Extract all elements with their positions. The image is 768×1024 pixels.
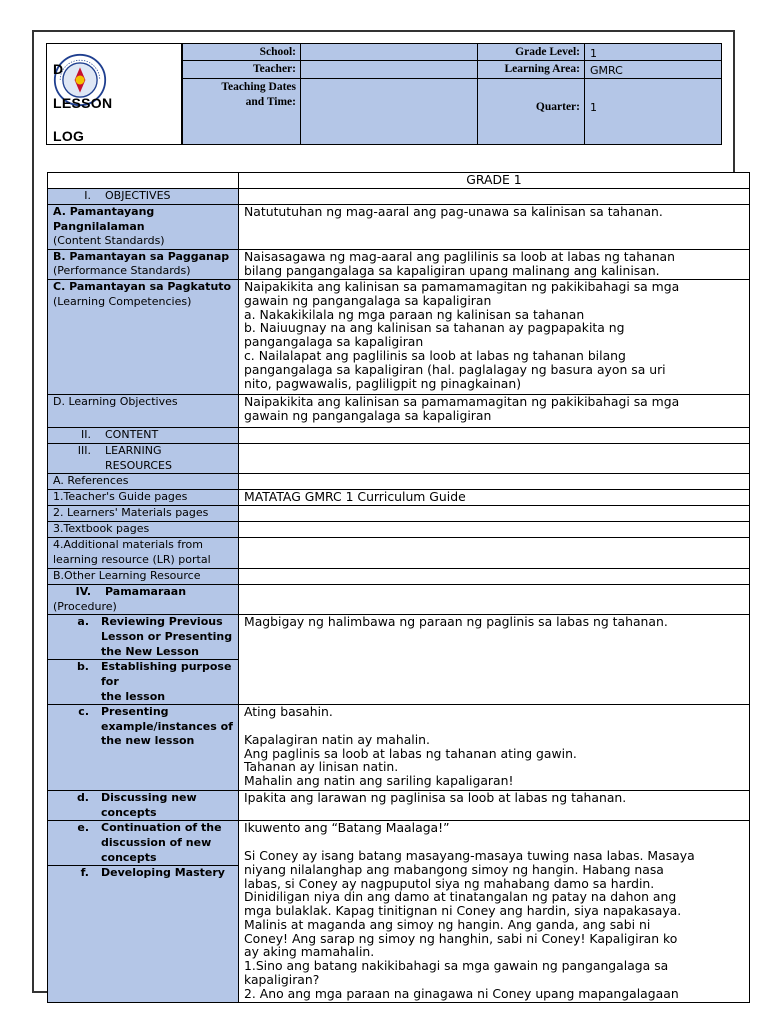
other-resources-value [239,569,750,585]
performance-standards-sub: (Performance Standards) [53,264,191,278]
grade-heading-left-cell [48,173,239,189]
quarter-field[interactable]: 1 [584,78,722,145]
developing-line: 1.Sino ang batang nakikibahagi sa mga gawain ng pangangalaga sa [244,958,669,974]
learning-competencies-line: Naipakikita ang kalinisan sa pamamamagitan ng pakikibahagi sa mga [244,278,680,294]
discussing-row [48,791,750,821]
learning-competencies-line: a. Nakakikilala ng mga paraan ng kalinisan sa tahanan [244,306,585,322]
content-num: II. [81,427,91,441]
teaching-dates-label [182,78,301,145]
learning-competencies-label-cell [48,279,239,394]
references-label: A. References [48,474,239,490]
objectives-value [239,189,750,205]
reviewing-label-line: the New Lesson [101,644,199,658]
learning-competencies-line: b. Naiuugnay na ang kalinisan sa tahanan ay pagpapakita ng [244,320,625,336]
developing-line: kapaligiran? [244,972,320,988]
performance-standards-label: B. Pamantayan sa Pagganap [53,249,230,263]
additional-materials-label-cell [48,538,239,569]
establishing-label-cell [48,660,239,705]
content-standards-row [48,205,750,250]
learning-competencies-line: nito, pagwawalis, pagliligpit ng pinagkainan) [244,375,522,391]
teaching-dates-label-line2: and Time: [245,96,296,108]
procedure-heading [48,585,239,615]
developing-value [239,821,750,1003]
learning-area-label: Learning Area: [477,60,585,79]
developing-label-line: Developing Mastery [101,866,225,880]
learners-materials-row [48,506,750,522]
continuation-label-cell [48,821,239,866]
continuation-row [48,821,750,866]
other-resources-row [48,569,750,585]
additional-materials-row [48,538,750,569]
developing-blank-line [244,835,744,849]
references-value [239,474,750,490]
procedure-sub: (Procedure) [53,599,117,613]
content-standards-text: Natututuhan ng mag-aaral ang pag-unawa sa kalinisan sa tahanan. [244,204,663,219]
continuation-label-line: Continuation of the [101,821,222,835]
learning-competencies-row [48,279,750,394]
content-standards-sub: (Content Standards) [53,234,165,248]
presenting-label-line: the new lesson [101,734,195,748]
presenting-label-line: Presenting [101,705,169,719]
dll-title-line3: LOG [53,128,85,144]
presenting-num: c. [78,705,89,719]
reviewing-row [48,615,750,660]
continuation-label-line: concepts [101,850,157,864]
presenting-line: Tahanan ay linisan natin. [244,759,399,775]
developing-line: mga bulaklak. Kapag tinitignan ni Coney ang hardin, siya napakasaya. [244,903,682,919]
procedure-value [239,585,750,615]
presenting-blank-line [244,719,744,733]
content-heading [48,427,239,443]
grade-heading: GRADE 1 [239,173,750,189]
developing-line: niyang nilalanghap ang mabangong simoy ng hangin. Habang nasa [244,861,664,877]
discussing-label-cell [48,791,239,821]
developing-label-cell [48,866,239,1003]
learning-competencies-line: pangangalaga sa kapaligiran [244,334,424,350]
content-title: CONTENT [105,427,159,441]
school-label: School: [182,43,301,61]
establishing-label-line: the lesson [101,689,166,703]
textbook-label: 3.Textbook pages [48,522,239,538]
continuation-num: e. [77,821,89,835]
teacher-label: Teacher: [182,60,301,79]
learning-competencies-label: C. Pamantayan sa Pagkatuto [53,279,232,293]
developing-line: ay aking mamahalin. [244,944,375,960]
learning-resources-heading [48,443,239,473]
presenting-line: Mahalin ang natin ang sariling kapaligaran! [244,773,514,789]
teacher-field[interactable] [300,60,478,79]
grade-level-field[interactable]: 1 [584,43,722,61]
objectives-num: I. [84,189,91,202]
learning-competencies-line: gawain ng pangangalaga sa kapaligiran [244,292,492,308]
presenting-label-line: example/instances of [101,719,233,733]
discussing-label-line: concepts [101,805,157,819]
objectives-title: OBJECTIVES [105,189,171,202]
content-standards-value [239,205,750,250]
learning-resources-row [48,443,750,473]
presenting-label-cell [48,705,239,791]
developing-line: Malinis at maganda ang simoy ng hangin. Ang ganda, ang sabi ni [244,916,651,932]
learning-objectives-label: D. Learning Objectives [48,394,239,427]
teachers-guide-value: MATATAG GMRC 1 Curriculum Guide [239,490,750,506]
learners-materials-value [239,506,750,522]
reviewing-text: Magbigay ng halimbawa ng paraan ng paglinis sa labas ng tahanan. [244,614,668,630]
presenting-line: Ating basahin. [244,704,333,720]
presenting-row [48,705,750,791]
teachers-guide-label: 1.Teacher's Guide pages [48,490,239,506]
content-value [239,427,750,443]
developing-line: Si Coney ay isang batang masayang-masaya tuwing nasa labas. Masaya [244,847,695,863]
learning-resources-title-line2: RESOURCES [105,458,172,472]
performance-standards-line: bilang pangangalaga sa kapaligiran upang malinang ang kalinisan. [244,262,660,278]
discussing-value [239,791,750,821]
learning-objectives-row [48,394,750,427]
discussing-num: d. [76,791,89,805]
content-standards-label-cell [48,205,239,250]
performance-standards-line: Naisasagawa ng mag-aaral ang paglilinis sa loob at labas ng tahanan [244,248,675,264]
establishing-num: b. [76,660,89,674]
learning-competencies-line: pangangalaga sa kapaligiran (hal. paglalagay ng basura ayon sa uri [244,361,666,377]
reviewing-label-cell [48,615,239,660]
header-block [46,43,722,145]
performance-standards-row [48,249,750,279]
learning-competencies-line: c. Nailalapat ang paglilinis sa loob at labas ng tahanan bilang [244,347,626,363]
grade-heading-row [48,173,750,189]
content-standards-label: A. Pamantayang Pangnilalaman [53,205,155,233]
procedure-row [48,585,750,615]
reviewing-value [239,615,750,705]
logo-box [46,43,182,145]
developing-line: Coney! Ang sarap ng simoy ng hanghin, sabi ni Coney! Kapaligiran ko [244,930,678,946]
learning-resources-value [239,443,750,473]
presenting-line: Ang paglinis sa loob at labas ng tahanan ating gawin. [244,745,577,761]
learning-resources-num: III. [77,443,91,457]
performance-standards-value [239,249,750,279]
objectives-row [48,189,750,205]
developing-line: Dinidiligan niya din ang damo at tinatangalan ng patay na dahon ang [244,889,677,905]
learning-objectives-line: Naipakikita ang kalinisan sa pamamamagitan ng pakikibahagi sa mga [244,393,680,409]
performance-standards-label-cell [48,249,239,279]
objectives-heading [48,189,239,205]
presenting-value [239,705,750,791]
additional-materials-value [239,538,750,569]
textbook-row [48,522,750,538]
references-row [48,474,750,490]
establishing-label-line: Establishing purpose for [101,660,232,688]
procedure-title: Pamamaraan [105,585,187,599]
developing-line: 2. Ano ang mga paraan na ginagawa ni Coney upang mapangalagaan [244,985,679,1001]
grade-level-label: Grade Level: [477,43,585,61]
developing-line: labas, si Coney ay nagpuputol siya ng mahabang damo sa hardin. [244,875,655,891]
additional-materials-label-line1: 4.Additional materials from [53,538,203,552]
presenting-line: Kapalagiran natin ay mahalin. [244,731,430,747]
reviewing-num: a. [77,615,89,629]
learners-materials-label: 2. Learners' Materials pages [48,506,239,522]
learning-objectives-line: gawain ng pangangalaga sa kapaligiran [244,407,492,423]
quarter-label: Quarter: [477,78,585,145]
discussing-label-line: Discussing new [101,791,197,805]
teaching-dates-label-line1: Teaching Dates [221,81,296,93]
school-field[interactable] [300,43,478,61]
reviewing-label-line: Reviewing Previous [101,615,223,629]
learning-area-field[interactable]: GMRC [584,60,722,79]
continuation-label-line: discussion of new [101,835,212,849]
learning-resources-title-line1: LEARNING [105,443,162,457]
other-resources-label: B.Other Learning Resource [48,569,239,585]
discussing-text: Ipakita ang larawan ng paglinisa sa loob at labas ng tahanan. [244,790,627,806]
textbook-value [239,522,750,538]
content-row [48,427,750,443]
teaching-dates-field[interactable] [300,78,478,145]
dll-title-line1: D [53,61,64,77]
learning-objectives-value [239,394,750,427]
teachers-guide-row [48,490,750,506]
developing-line: Ikuwento ang “Batang Maalaga!” [244,820,450,836]
lesson-log-table [47,172,750,1003]
learning-competencies-sub: (Learning Competencies) [53,294,192,308]
additional-materials-label-line2: learning resource (LR) portal [53,552,211,566]
learning-competencies-value [239,279,750,394]
developing-num: f. [80,866,89,880]
reviewing-label-line: Lesson or Presenting [101,629,233,643]
procedure-num: IV. [75,585,91,599]
dll-title-line2: LESSON [53,95,113,111]
